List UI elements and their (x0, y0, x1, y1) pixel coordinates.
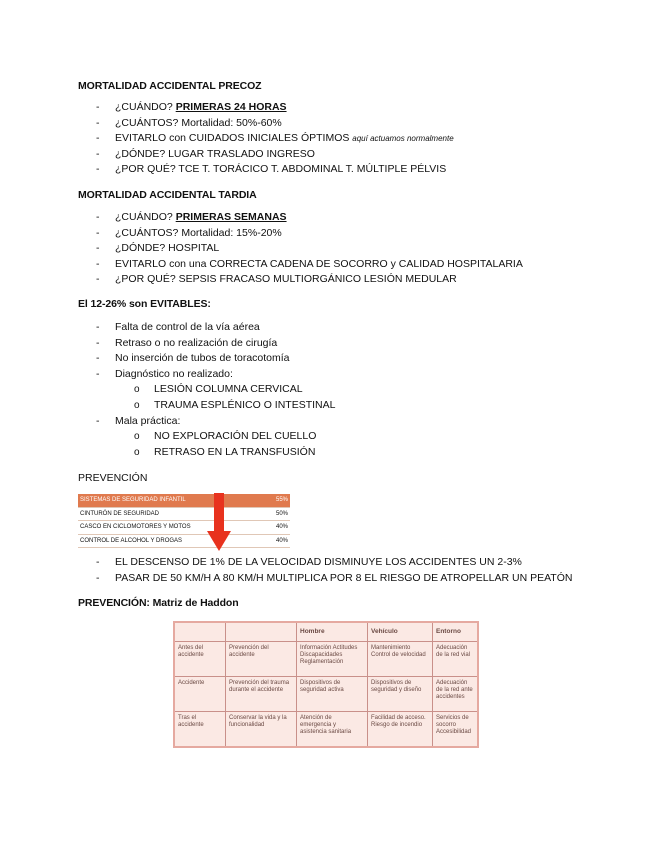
table-cell: CASCO EN CICLOMOTORES Y MOTOS (78, 521, 264, 535)
table-cell: Prevención del accidente (226, 642, 297, 677)
table-cell: Accidente (175, 677, 226, 712)
table-row (175, 642, 477, 677)
haddon-matrix (173, 621, 479, 748)
section-title-precoz: MORTALIDAD ACCIDENTAL PRECOZ (78, 80, 262, 92)
table-cell: Atención de emergencia y asistencia sanitaria (297, 712, 368, 746)
list-item: - Retraso o no realización de cirugía (96, 336, 335, 352)
table-row (78, 521, 290, 535)
table-cell: Conservar la vida y la funcionalidad (226, 712, 297, 746)
table-cell: Servicios de socorro Accesibilidad (433, 712, 478, 746)
list-item: - ¿CUÁNDO? PRIMERAS 24 HORAS (96, 100, 454, 116)
sublist-container (96, 382, 335, 413)
table-cell: Prevención del trauma durante el accidente (226, 677, 297, 712)
table-header-cell: Hombre (297, 623, 368, 642)
list-prevencion (96, 555, 572, 586)
sublist-diagnostico (96, 382, 335, 413)
list-item: - EVITARLO con CUIDADOS INICIALES ÓPTIMOS aquí actuamos normalmente (96, 131, 454, 147)
table-cell: Mantenimiento Control de velocidad (368, 642, 433, 677)
section-title-haddon: PREVENCIÓN: Matriz de Haddon (78, 597, 239, 609)
table-cell: Dispositivos de seguridad activa (297, 677, 368, 712)
table-cell: Antes del accidente (175, 642, 226, 677)
table-cell: Adecuación de la red ante accidentes (433, 677, 478, 712)
list-precoz (96, 100, 454, 178)
section-title-tardia: MORTALIDAD ACCIDENTAL TARDIA (78, 189, 257, 201)
list-item: - Mala práctica: (96, 414, 335, 430)
list-item: - EVITARLO con una CORRECTA CADENA DE SOCORRO y CALIDAD HOSPITALARIA (96, 257, 523, 273)
table-cell: 50% (264, 507, 290, 521)
sublist-item: o NO EXPLORACIÓN DEL CUELLO (134, 429, 335, 445)
sublist-mala-practica (96, 429, 335, 460)
list-item: - ¿CUÁNDO? PRIMERAS SEMANAS (96, 210, 523, 226)
table-header-cell (175, 623, 226, 642)
table-row (78, 494, 290, 507)
table-cell: 40% (264, 534, 290, 548)
section-title-prevencion: PREVENCIÓN (78, 472, 148, 484)
sublist-container (96, 429, 335, 460)
table-header-cell: Entorno (433, 623, 478, 642)
list-item: - No inserción de tubos de toracotomía (96, 351, 335, 367)
table-row (175, 712, 477, 746)
sublist-item: o LESIÓN COLUMNA CERVICAL (134, 382, 335, 398)
sublist-item: o TRAUMA ESPLÉNICO O INTESTINAL (134, 398, 335, 414)
list-item: - ¿CUÁNTOS? Mortalidad: 15%-20% (96, 226, 523, 242)
list-item: - ¿DÓNDE? HOSPITAL (96, 241, 523, 257)
table-cell: SISTEMAS DE SEGURIDAD INFANTIL (78, 494, 264, 507)
haddon-table (175, 623, 477, 746)
sublist-item: o RETRASO EN LA TRANSFUSIÓN (134, 445, 335, 461)
list-item: - ¿CUÁNTOS? Mortalidad: 50%-60% (96, 116, 454, 132)
list-item: - ¿DÓNDE? LUGAR TRASLADO INGRESO (96, 147, 454, 163)
section-title-evitables: El 12-26% son EVITABLES: (78, 298, 211, 310)
table-row (175, 677, 477, 712)
list-tardia (96, 210, 523, 288)
list-evitables (96, 320, 335, 460)
list-item: - ¿POR QUÉ? TCE T. TORÁCICO T. ABDOMINAL T. MÚLTIPLE PÉLVIS (96, 162, 454, 178)
list-item: - Falta de control de la vía aérea (96, 320, 335, 336)
table-cell: CONTROL DE ALCOHOL Y DROGAS (78, 534, 264, 548)
list-item: - Diagnóstico no realizado: (96, 367, 335, 383)
table-header-cell (226, 623, 297, 642)
table-cell: Tras el accidente (175, 712, 226, 746)
table-row (78, 534, 290, 548)
list-item: - ¿POR QUÉ? SEPSIS FRACASO MULTIORGÁNICO LESIÓN MEDULAR (96, 272, 523, 288)
prevention-stats-table (78, 494, 290, 548)
table-cell: 40% (264, 521, 290, 535)
list-item: - PASAR DE 50 KM/H A 80 KM/H MULTIPLICA POR 8 EL RIESGO DE ATROPELLAR UN PEATÓN (96, 571, 572, 587)
down-arrow-icon (206, 493, 232, 553)
table-cell: Facilidad de acceso. Riesgo de incendio (368, 712, 433, 746)
table-cell: Información Actitudes Discapacidades Reglamentación (297, 642, 368, 677)
table-header-cell: Vehículo (368, 623, 433, 642)
table-cell: CINTURÓN DE SEGURIDAD (78, 507, 264, 521)
table-row (78, 507, 290, 521)
list-item: - EL DESCENSO DE 1% DE LA VELOCIDAD DISMINUYE LOS ACCIDENTES UN 2-3% (96, 555, 572, 571)
table-cell: Dispositivos de seguridad y diseño (368, 677, 433, 712)
table-header-row (175, 623, 477, 642)
table-cell: 55% (264, 494, 290, 507)
table-cell: Adecuación de la red vial (433, 642, 478, 677)
